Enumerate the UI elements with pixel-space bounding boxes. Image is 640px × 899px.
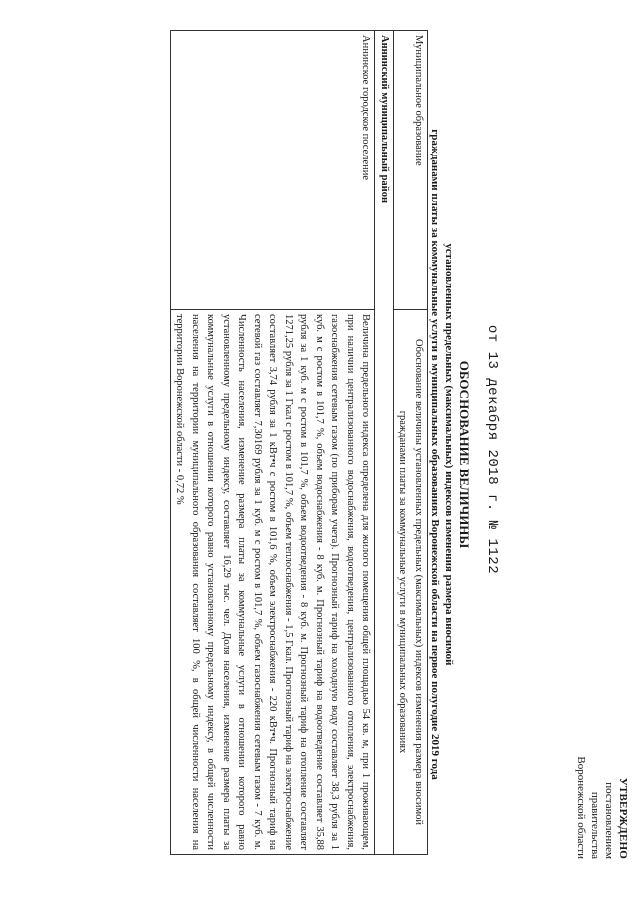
district-name: Аннинский муниципальный район: [375, 31, 394, 855]
document-heading: [428, 120, 472, 789]
settlement-name: Аннинское городское поселение: [171, 31, 376, 310]
approval-line: Воронежской области: [575, 756, 587, 859]
justification-table: [170, 30, 428, 855]
column-header-justification: Обоснование величины установленных предельных (максимальных) индексов изменения размера вносимой гражданами платы за коммунальные услуги в муниципальных образованиях: [394, 310, 428, 855]
approval-line: правительства: [589, 791, 601, 859]
column-header-municipality: Муниципальное образование: [394, 31, 428, 310]
justification-text: Величина предельного индекса определена для жилого помещения общей площадью 54 кв. м, при 1 проживающем, при наличии централизованного водоснабжения, водоотведения, централизованного отопления, электроснабжения, газоснабжения сетевым газом (по приборам учета). Прогнозный тариф на холодную воду составляет 38,3 рубля за 1 куб. м с ростом в 101,7 %, объем водоснабжения - 8 куб. м. Прогнозный тариф на водоотведение составляет 35,88 рубля за 1 куб. м с ростом в 101,7 %, объем водоотведения - 8 куб. м. Прогнозный тариф на отопление составляет 1271,25 рубля за 1 Гкал с ростом в 101,7 %, объем теплоснабжения - 1,5 Гкал. Прогнозный тариф на электроснабжение составляет 3,74 рубля за 1 кВт•ч с ростом в 101,6 %, объем электроснабжения - 220 кВт•ч. Прогнозный тариф на сетевой газ составляет 7,30169 рубля за 1 куб. м с ростом в 101,7 %, объем газоснабжения сетевым газом - 7 куб. м. Численность населения, изменение размера платы за коммунальные услуги в отношении которого равно установленному предельному индексу, составляет 16,29 тыс. чел. Доля населения, изменение размера платы за коммунальные услуги в отношении которого равно установленному предельному индексу, в общей численности населения на территории муниципального образования составляет 100 %, в общей численности населения на территории Воронежской области - 0,72 %: [171, 310, 376, 855]
table-row: [171, 31, 376, 855]
heading-subtitle: гражданами платы за коммунальные услуги в муниципальных образованиях Воронежской области на первое полугодие 2019 года: [429, 129, 441, 780]
decree-date-number: от 13 декабря 2018 г. № 1122: [484, 324, 500, 575]
heading-subtitle: установленных предельных (максимальных) индексов изменения размера вносимой: [443, 243, 455, 666]
approval-stamp: [574, 756, 630, 859]
table-row: [375, 31, 394, 855]
table-header-row: [394, 31, 428, 855]
approval-line: постановлением: [603, 782, 615, 859]
heading-title: ОБОСНОВАНИЕ ВЕЛИЧИНЫ: [457, 360, 472, 549]
approval-title: УТВЕРЖДЕНО: [617, 777, 629, 859]
